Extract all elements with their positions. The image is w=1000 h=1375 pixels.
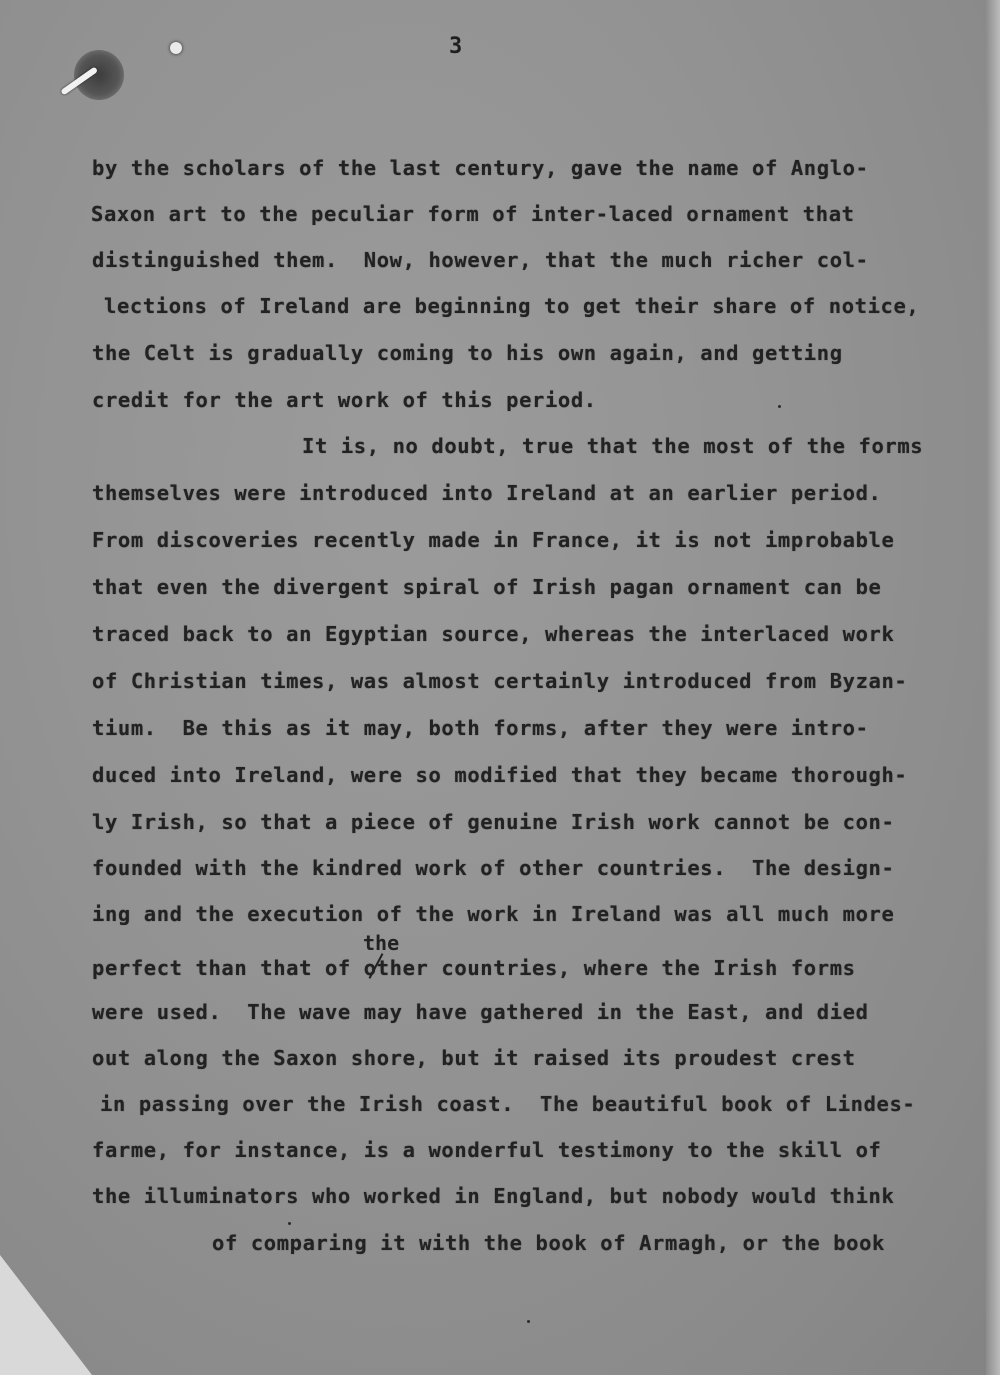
- text-line: ly Irish, so that a piece of genuine Irish work cannot be con-: [92, 810, 895, 834]
- text-line: by the scholars of the last century, gave the name of Anglo-: [92, 156, 869, 180]
- text-line: perfect than that of other countries, where the Irish forms: [92, 956, 856, 980]
- text-line: of Christian times, was almost certainly introduced from Byzan-: [92, 669, 908, 693]
- ink-speck: [778, 405, 781, 408]
- torn-corner: [0, 1255, 92, 1375]
- pin-hole-mark: [170, 42, 182, 54]
- text-line: were used. The wave may have gathered in the East, and died: [92, 1000, 869, 1024]
- text-line: farme, for instance, is a wonderful testimony to the skill of: [92, 1138, 882, 1162]
- text-line: tium. Be this as it may, both forms, after they were intro-: [92, 716, 869, 740]
- text-line: It is, no doubt, true that the most of the forms: [302, 434, 924, 458]
- page-number: 3: [449, 34, 463, 59]
- page-edge-shadow: [986, 0, 1000, 1375]
- text-line: the illuminators who worked in England, but nobody would think: [92, 1184, 895, 1208]
- text-line: duced into Ireland, were so modified that they became thorough-: [92, 763, 908, 787]
- text-line: in passing over the Irish coast. The beautiful book of Lindes-: [100, 1092, 916, 1116]
- ink-speck: [527, 1320, 530, 1323]
- text-line: that even the divergent spiral of Irish pagan ornament can be: [92, 575, 882, 599]
- text-line: themselves were introduced into Ireland at an earlier period.: [92, 481, 882, 505]
- text-line: traced back to an Egyptian source, whereas the interlaced work: [92, 622, 895, 646]
- handwritten-insertion: the: [363, 931, 400, 955]
- text-line: the Celt is gradually coming to his own again, and getting: [92, 341, 843, 365]
- text-line: founded with the kindred work of other countries. The design-: [92, 856, 895, 880]
- ink-speck: [288, 1222, 291, 1225]
- text-line: out along the Saxon shore, but it raised its proudest crest: [92, 1046, 856, 1070]
- text-line: Saxon art to the peculiar form of inter-laced ornament that: [91, 202, 855, 226]
- text-line: credit for the art work of this period.: [92, 388, 597, 412]
- text-line: From discoveries recently made in France, it is not improbable: [92, 528, 895, 552]
- text-line: distinguished them. Now, however, that the much richer col-: [92, 248, 869, 272]
- text-line: lections of Ireland are beginning to get their share of notice,: [104, 294, 920, 318]
- text-line: of comparing it with the book of Armagh, or the book: [212, 1231, 885, 1255]
- text-line: ing and the execution of the work in Ireland was all much more: [92, 902, 895, 926]
